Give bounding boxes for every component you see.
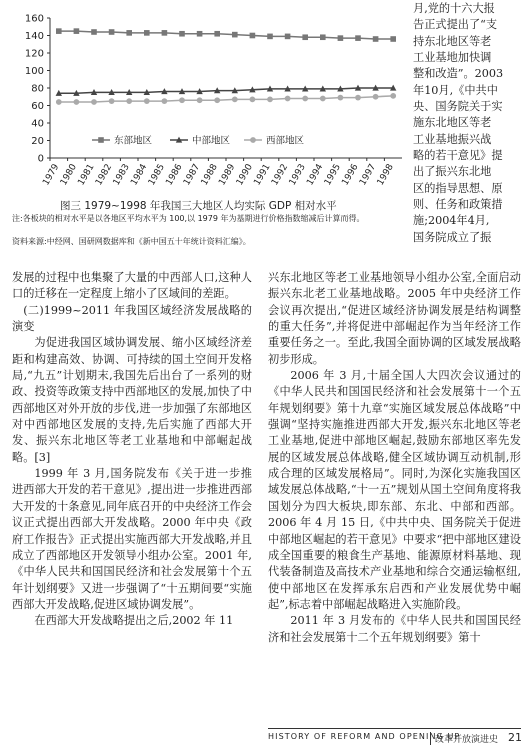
y-tick-label: 20 <box>31 136 44 147</box>
data-point <box>144 30 150 36</box>
figure-caption: 图三 1979~1998 年我国三大地区人均实际 GDP 相对水平 <box>60 200 337 212</box>
data-point <box>179 31 185 37</box>
data-point <box>179 97 185 103</box>
data-point <box>91 29 97 35</box>
x-tick-label: 1979 <box>41 162 62 188</box>
x-tick-label: 1992 <box>270 162 291 188</box>
x-tick-label: 1987 <box>182 162 203 188</box>
paragraph: 1999 年 3 月,国务院发布《关于进一步推进西部大开发的若干意见》,提出进一步推进西部大开发的十条意见,同年底召开的中央经济工作会议正式提出西部大开发战略。2000 年中央《政府工作报告》正式提出实施西部大开发战略,并且成立了西部地区开发领导小组办公室。2001 年,《中华人民共和国国民经济和社会发展第十个五年计划纲要》又进一步强调了“十五期间要“实施西部大开发战略,促进区域协调发展”。 <box>12 467 252 611</box>
x-tick-label: 1980 <box>58 162 79 188</box>
data-point <box>320 96 326 102</box>
x-tick-label: 1985 <box>146 162 167 188</box>
figure-note: 注:各板块的相对水平是以各地区平均水平为 100,以 1979 年为基期进行价格指数缩减后计算而得。 <box>12 214 365 223</box>
paragraph: 兴东北地区等老工业基地领导小组办公室,全面启动振兴东北老工业基地战略。2005 年中央经济工作会议再次提出,“促进区域经济协调发展是结构调整的重大任务”,并将促进中部崛起作为当年经济工作重要任务之一。至此,我国全面协调的区域发展战略初步形成。 <box>268 271 521 366</box>
right-column-top-text: 月,党的十六大报 告正式提出了“支 持东北地区等老 工业基地加快调 整和改造”。2003 年10月,《中共中 央、国务院关于实 施东北地区等老 工业基地振兴战 略的若干意见》提 出了振兴东北地 区的指导思想、原 则、任务和政策措 施;2004年4月, 国务院成立了振 <box>413 2 504 244</box>
x-tick-label: 1988 <box>199 162 220 188</box>
legend-label: 中部地区 <box>192 135 231 147</box>
paragraph: 2011 年 3 月发布的《中华人民共和国国民经济和社会发展第十二个五年规划纲要》第十 <box>268 614 521 644</box>
x-tick-label: 1986 <box>164 162 185 188</box>
data-point <box>56 28 62 34</box>
data-point <box>302 96 308 102</box>
paragraph: 发展的过程中也集聚了大量的中西部人口,这种人口的迁移在一定程度上缩小了区域间的差距。 <box>12 271 252 301</box>
data-point <box>355 95 361 101</box>
data-point <box>267 96 273 102</box>
data-point <box>214 31 220 37</box>
data-point <box>285 96 291 102</box>
data-point <box>373 94 379 100</box>
y-tick-label: 100 <box>24 66 44 77</box>
data-point <box>197 31 203 37</box>
data-point <box>302 34 308 40</box>
x-tick-label: 1998 <box>375 162 396 188</box>
y-tick-label: 160 <box>24 13 44 25</box>
page-footer <box>268 728 521 747</box>
paragraph: 为促进我国区域协调发展、缩小区域经济差距和构建高效、协调、可持续的国土空间开发格局,“九五”计划期末,我国先后出台了一系列的财政、投资等政策支持中西部地区的发展,加快了中西部地区对外开放的步伐,进一步加强了东部地区对中西部地区发展的支持,先后实施了西部大开发、振兴东北地区等老工业基地和中部崛起战略。[3] <box>12 336 252 464</box>
data-point <box>320 34 326 40</box>
x-tick-label: 1982 <box>94 162 115 188</box>
y-tick-label: 40 <box>31 118 44 130</box>
y-tick-label: 80 <box>31 83 44 95</box>
data-point <box>109 98 115 104</box>
paragraph: 在西部大开发战略提出之后,2002 年 11 <box>34 614 234 628</box>
x-tick-label: 1981 <box>76 162 97 188</box>
y-tick-label: 60 <box>31 101 44 112</box>
x-tick-label: 1984 <box>129 162 150 188</box>
figure-source: 资料来源:中经网、国研网数据库和《新中国五十年统计资料汇编》。 <box>12 237 251 246</box>
data-point <box>250 33 256 39</box>
page-number: 21 <box>508 731 522 744</box>
data-point <box>74 28 80 34</box>
data-point <box>214 97 220 103</box>
x-tick-label: 1996 <box>340 162 361 188</box>
paragraph: 2006 年 3 月,十届全国人大四次会议通过的《中华人民共和国国民经济和社会发展第十一个五年规划纲要》第十九章“实施区域发展总体战略”中强调“坚持实施推进西部大开发,振兴东北地区等老工业基地,促进中部地区崛起,鼓励东部地区率先发展的区域发展总体战略,健全区域协调互动机制,形成合理的区域发展格局”。同时,为深化实施我国区域发展总体战略,“十一五”规划从国土空间角度将我国划分为四大板块,即东部、东北、中部和西部。2006 年 4 月 15 日,《中共中央、国务院关于促进中部地区崛起的若干意见》中要求“把中部地区建设成全国重要的粮食生产基地、能源原材料基地、现代装备制造及高技术产业基地和综合交通运输枢纽,使中部地区在发挥承东启西和产业发展优势中崛起”,标志着中部崛起战略进入实施阶段。 <box>268 369 521 611</box>
legend-label: 东部地区 <box>114 135 153 147</box>
x-tick-label: 1990 <box>234 162 255 188</box>
y-tick-label: 140 <box>24 31 44 42</box>
data-point <box>162 30 168 36</box>
data-point <box>338 95 344 101</box>
data-point <box>355 35 361 41</box>
data-point <box>144 98 150 104</box>
data-point <box>109 29 115 35</box>
data-point <box>250 96 256 102</box>
data-point <box>390 36 396 42</box>
data-point <box>91 99 97 105</box>
legend-marker <box>98 137 104 143</box>
footer-chinese-title: 改革开放演进史 <box>430 732 498 745</box>
data-point <box>162 98 168 104</box>
gdp-line-chart <box>0 0 410 195</box>
x-tick-label: 1983 <box>111 162 132 188</box>
y-tick-label: 0 <box>37 153 44 165</box>
data-point <box>197 97 203 103</box>
data-point <box>232 32 238 38</box>
section-heading: (二)1999~2011 年我国区域经济发展战略的演变 <box>12 303 252 334</box>
x-tick-label: 1997 <box>358 162 379 188</box>
x-tick-label: 1995 <box>322 162 343 188</box>
legend-label: 西部地区 <box>266 135 305 147</box>
y-tick-label: 120 <box>24 48 44 60</box>
x-tick-label: 1991 <box>252 162 273 188</box>
footer-english-title: HISTORY OF REFORM AND OPENING UP <box>268 732 461 741</box>
right-column-text <box>268 270 521 646</box>
legend-marker <box>250 137 256 143</box>
x-tick-label: 1993 <box>287 162 308 188</box>
left-column-text <box>12 270 252 630</box>
data-point <box>232 96 238 102</box>
data-point <box>390 93 396 99</box>
data-point <box>56 99 62 105</box>
data-point <box>338 35 344 41</box>
x-tick-label: 1989 <box>217 162 238 188</box>
x-tick-label: 1994 <box>305 162 326 188</box>
data-point <box>126 98 132 104</box>
data-point <box>373 36 379 42</box>
data-point <box>74 99 80 105</box>
data-point <box>267 34 273 40</box>
data-point <box>126 30 132 36</box>
data-point <box>285 34 291 40</box>
